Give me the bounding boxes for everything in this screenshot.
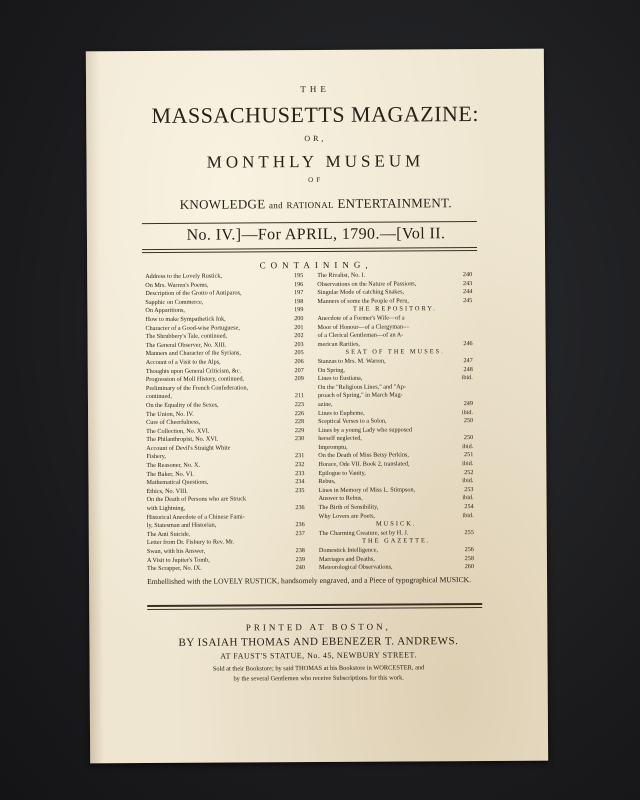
entry-page-number: 231	[295, 452, 305, 460]
entry-title: proach of Spring," in March Mag-	[317, 391, 403, 400]
entry-title: ly, Statesman and Historian,	[146, 521, 217, 530]
entry-page-number: 205	[294, 349, 304, 357]
entry-title: Manners of some the People of Peru,	[317, 297, 409, 305]
entry-title: Epilogue to Vanity,	[318, 469, 366, 477]
entry-title: Singular Mode of catching Snakes,	[317, 288, 405, 297]
entry-page-number: 203	[294, 340, 304, 348]
magazine-page	[86, 49, 548, 764]
entry-title: Description of the Grotto of Antiparos,	[145, 289, 242, 298]
entry-page-number: 243	[462, 279, 473, 287]
entry-title: merican Rarities,	[317, 340, 360, 348]
entry-title: THE REPOSITORY.	[353, 305, 437, 314]
entry-page-number: ibid.	[462, 494, 474, 502]
entry-page-number: ibid.	[462, 442, 474, 450]
entry-title: On the Equality of the Sexes,	[145, 401, 219, 409]
entry-title: Thoughts upon General Criticism, &c.	[145, 366, 242, 375]
entry-page-number: 254	[464, 503, 474, 511]
entry-page-number: 226	[294, 409, 305, 417]
entry-title: Address to the Lovely Rustick,	[145, 272, 223, 281]
entry-title: The Philanthropist, No. XVI.	[146, 435, 219, 444]
entry-page-number: 228	[294, 418, 305, 426]
entry-page-number: 200	[294, 315, 304, 323]
entry-title: Cure of Cheerfulness,	[146, 418, 201, 427]
entry-page-number: 250	[463, 434, 474, 442]
entry-title: Domestick Intelligence,	[318, 546, 379, 554]
entry-title: Answer to Rebus,	[318, 495, 363, 503]
masthead-of: OF	[308, 175, 324, 185]
entry-title: A Visit to Jupiter's Tomb,	[146, 556, 210, 564]
contents-right-column	[317, 271, 474, 573]
entry-title: Why Lovers are Poets,	[318, 512, 376, 520]
entry-page-number: 195	[293, 272, 304, 280]
entry-page-number: 236	[295, 521, 305, 529]
and-word: and	[268, 200, 283, 211]
entry-title: On the "Religious Lines," and "Ap-	[317, 383, 406, 391]
entry-title: Historical Anecdote of a Chinese Fami-	[146, 513, 245, 521]
entry-page-number: 244	[463, 288, 473, 296]
entry-title: MUSICK.	[375, 520, 417, 528]
contents-heading: CONTAINING,	[259, 259, 373, 271]
entry-title: Account of Devil's Straight White	[146, 444, 231, 452]
entry-title: The Reasoner, No. X.	[146, 461, 201, 470]
entry-page-number	[469, 323, 472, 332]
entry-title: Meteorological Observations,	[318, 563, 393, 572]
entry-title: Anecdote of a Former's Wife—of a	[317, 314, 405, 322]
entry-title: On Mrs. Warren's Poems,	[145, 281, 209, 289]
entry-page-number: 233	[295, 469, 305, 477]
entry-title: Moor of Honour—of a Clergyman—	[317, 322, 410, 331]
entry-title: The Rivalist, No. I.	[317, 271, 366, 279]
imprint-printers: BY ISAIAH THOMAS AND EBENEZER T. ANDREWS.	[178, 635, 459, 649]
entry-page-number: 229	[294, 426, 305, 434]
entry-page-number: 197	[294, 289, 304, 297]
entry-page-number: 249	[463, 399, 474, 408]
entry-page-number: 206	[294, 358, 304, 366]
entry-page-number	[302, 496, 305, 505]
entry-page-number	[470, 391, 473, 400]
entry-page-number: 223	[294, 400, 305, 409]
entry-page-number: ibid.	[462, 460, 474, 468]
entry-title: Rebus,	[318, 478, 336, 486]
entry-page-number: ibid.	[461, 408, 474, 416]
entry-page-number: 245	[463, 296, 473, 304]
entry-title: Character of a Good-wise Portuguese,	[145, 324, 240, 332]
entry-page-number	[469, 314, 472, 323]
entry-title: How to make Sympathetick Ink,	[145, 315, 226, 324]
entry-title: The Scrapper, No. IX.	[146, 564, 202, 573]
entry-title: Swan, with his Answer,	[146, 547, 206, 556]
entry-page-number: ibid.	[461, 374, 473, 382]
entry-title: The Shrubbery's Tale, continued,	[145, 332, 228, 341]
entry-title: Progression of Moll History, continued,	[145, 375, 245, 384]
entry-title: with Lightning,	[146, 504, 186, 513]
entry-title: The Union, No. IV.	[146, 410, 194, 418]
entry-title: continued,	[145, 393, 172, 401]
entry-title: The General Observer, No. XIII.	[145, 341, 227, 349]
entry-page-number: ibid.	[462, 477, 474, 485]
entry-page-number: 256	[464, 546, 474, 554]
entry-title: Horace, Ode VII. Book 2, translated,	[318, 460, 410, 469]
entry-title: Marriages and Deaths,	[318, 555, 375, 563]
entry-title: On Spring,	[317, 366, 345, 374]
entry-page-number: 260	[464, 563, 475, 571]
entry-page-number: 211	[294, 392, 304, 400]
entry-page-number: ibid.	[462, 511, 474, 519]
entry-page-number: 235	[295, 486, 305, 494]
entry-page-number: 255	[464, 528, 474, 536]
masthead-the: THE	[300, 83, 330, 95]
issue-line: No. IV.]—For APRIL, 1790.—[Vol II.	[186, 225, 446, 244]
masthead-knowledge	[87, 195, 545, 214]
entry-title: On the Death of Miss Betsy Perkins,	[318, 451, 409, 460]
entry-title: of a Clerical Gentleman—of an A-	[317, 331, 404, 340]
entry-title: The Baker, No. VI.	[146, 470, 194, 478]
entry-title: azine,	[317, 400, 333, 408]
entry-page-number: 252	[464, 468, 474, 476]
entry-page-number: 248	[463, 365, 473, 373]
imprint-sold-line-2: by the several Gentlemen who receive Subscriptions for this work.	[233, 674, 404, 683]
entry-title: Lines by a young Lady who supposed	[318, 426, 413, 434]
entry-page-number	[301, 384, 304, 393]
entry-page-number: 246	[463, 339, 473, 347]
entry-title: SEAT OF THE MUSES.	[345, 348, 445, 357]
imprint-address: AT FAUST'S STATUE, No. 45, NEWBURY STREET.	[220, 650, 417, 661]
entry-page-number: 238	[295, 547, 305, 555]
entry-page-number	[302, 538, 305, 547]
entry-title: On Apparitions,	[145, 307, 185, 315]
entry-page-number: 239	[295, 555, 305, 563]
entry-title: On the Death of Persons who are Struck	[146, 495, 247, 504]
imprint-sold-line-1: Sold at their Bookstore; by said THOMAS at his Bookstore in WORCESTER, and	[212, 664, 425, 673]
entry-page-number: 199	[294, 306, 304, 314]
entry-page-number: 198	[294, 297, 304, 305]
contents-entry	[147, 564, 305, 574]
entry-title: Lines to Eustiana,	[317, 374, 363, 383]
entertainment-word: ENTERTAINMENT.	[337, 195, 452, 211]
contents-entry	[319, 563, 474, 573]
entry-title: Impromptu,	[318, 443, 348, 451]
embellishment-note: Embellished with the LOVELY RUSTICK, handsomely engraved, and a Piece of typographical MUSICK.	[147, 575, 472, 587]
entry-page-number: 209	[294, 375, 304, 383]
entry-title: The Anti Suicide,	[146, 530, 191, 538]
entry-page-number: 236	[295, 504, 305, 512]
entry-title: Stanzas to Mrs. M. Warren,	[317, 357, 386, 365]
entry-page-number: 247	[463, 356, 473, 365]
entry-page-number: 240	[462, 271, 473, 279]
divider-rule-thin	[147, 607, 482, 610]
entry-title: Manners and Character of the Syrians,	[145, 349, 241, 358]
entry-title: herself neglected,	[318, 435, 362, 443]
entry-title: THE GAZETTE.	[362, 537, 431, 546]
entry-page-number: 201	[294, 323, 304, 331]
entry-page-number	[301, 444, 304, 453]
entry-title: Fishery,	[146, 453, 167, 461]
entry-title: Account of a Visit to the Alps,	[145, 358, 221, 366]
magazine-title: MASSACHUSETTS MAGAZINE:	[151, 101, 480, 129]
entry-title: Ethics, No. VIII.	[146, 487, 188, 495]
magazine-subtitle: MONTHLY MUSEUM	[206, 151, 425, 172]
entry-page-number	[470, 426, 473, 435]
imprint-place: PRINTED AT BOSTON,	[245, 621, 391, 633]
entry-page-number: 240	[295, 564, 306, 572]
knowledge-word: KNOWLEDGE	[179, 196, 266, 212]
entry-title: Observations on the Nature of Passions,	[317, 279, 417, 288]
entry-page-number: 202	[294, 332, 304, 340]
entry-title: Preliminary of the French Confederation,	[145, 384, 249, 392]
entry-page-number: 253	[464, 485, 474, 493]
entry-title: The Charming Creature, set by H. J.	[318, 529, 409, 537]
entry-page-number: 234	[295, 478, 305, 486]
entry-title: Letter from Dr. Fisbury to Rev. Mr.	[146, 538, 235, 547]
entry-page-number: 258	[464, 554, 474, 562]
divider-rule	[142, 221, 477, 224]
entry-page-number: 196	[293, 280, 304, 288]
entry-title: Sapphic on Commerce,	[145, 298, 204, 306]
entry-page-number: 250	[463, 417, 474, 425]
masthead-or: OR,	[304, 133, 327, 144]
entry-title: Lines in Memory of Miss L. Stimpson,	[318, 486, 416, 494]
entry-page-number: 237	[295, 529, 305, 537]
entry-page-number: 230	[294, 435, 305, 443]
entry-page-number	[470, 331, 473, 340]
contents-left-column	[145, 272, 305, 574]
entry-page-number	[302, 513, 305, 522]
entry-title: Mathematical Questions,	[146, 478, 209, 487]
entry-title: The Birth of Sensibility,	[318, 503, 379, 512]
entry-page-number: 207	[294, 366, 304, 374]
rational-word: RATIONAL	[286, 199, 334, 211]
entry-page-number: 251	[463, 451, 474, 459]
entry-page-number: 232	[295, 461, 305, 469]
divider-rule-thin	[142, 250, 477, 253]
entry-title: Sceptical Verses to a Solon,	[318, 417, 387, 426]
entry-page-number	[470, 383, 473, 392]
entry-title: Lines to Eupheme,	[318, 409, 365, 417]
entry-title: The Collection, No. XVI.	[146, 427, 210, 435]
